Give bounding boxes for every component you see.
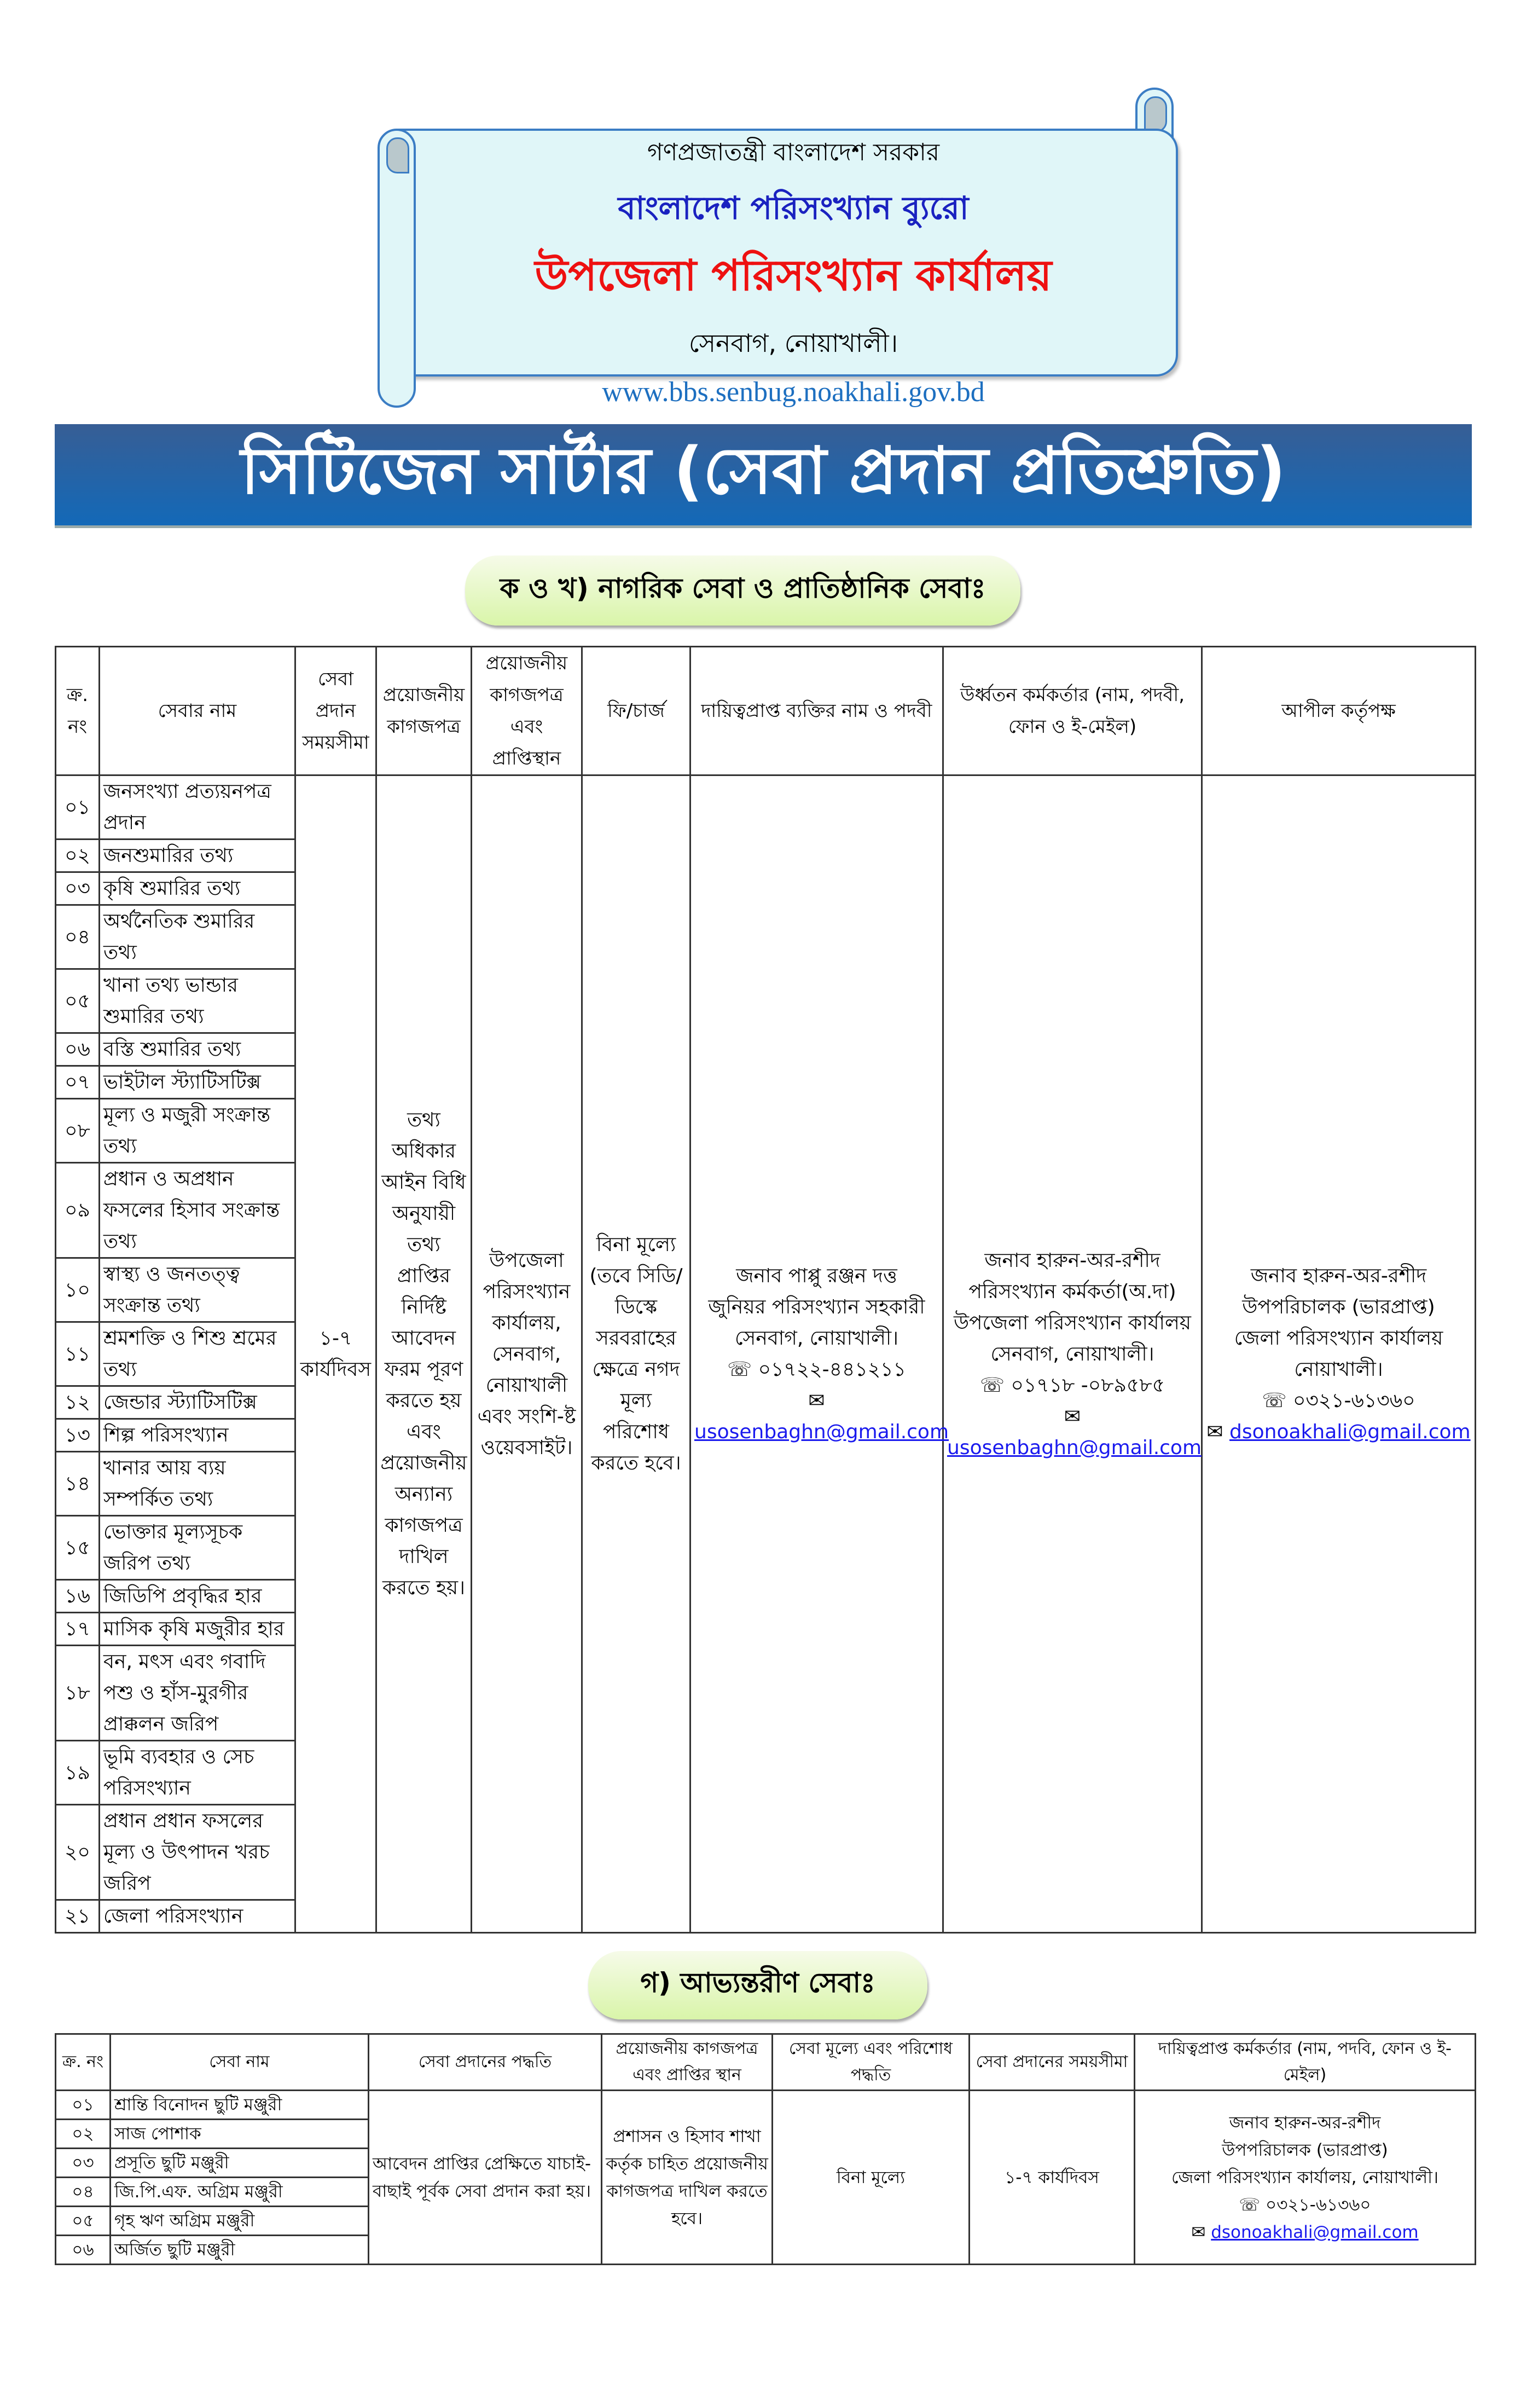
phone-number: ০৩২১-৬১৩৬০ (1266, 2195, 1371, 2215)
row-number: ০৭ (56, 1066, 100, 1099)
service-name: শিল্প পরিসংখ্যান (100, 1419, 295, 1452)
row-number: ১৭ (56, 1613, 100, 1646)
document-source: উপজেলা পরিসংখ্যান কার্যালয়, সেনবাগ, নোয়াখালী এবং সংশি-ষ্ট ওয়েবসাইট। (472, 775, 582, 1933)
email-link[interactable]: dsonoakhali@gmail.com (1211, 2222, 1419, 2242)
row-number: ০২ (56, 840, 100, 872)
service-name: প্রধান ও অপ্রধান ফসলের হিসাব সংক্রান্ত তথ্য (100, 1163, 295, 1258)
contact-designation: উপপরিচালক (ভারপ্রাপ্ত) (1222, 2140, 1388, 2160)
internal-services-table (55, 2033, 1476, 2265)
column-header: ক্র. নং (56, 647, 100, 775)
contact-phone (694, 1354, 939, 1385)
contact-address: সেনবাগ, নোয়াখালী। (990, 1342, 1154, 1365)
service-name: ভাইটাল স্ট্যাটিসটিক্স (100, 1066, 295, 1099)
service-name: কৃষি শুমারির তথ্য (100, 872, 295, 905)
service-name: জনশুমারির তথ্য (100, 840, 295, 872)
superior-officer (943, 775, 1202, 1933)
contact-office: জেলা পরিসংখ্যান কার্যালয়, নোয়াখালী। (1171, 2167, 1439, 2187)
service-name: ভোক্তার মূল্যসূচক জরিপ তথ্য (100, 1516, 295, 1580)
office-location: সেনবাগ, নোয়াখালী। (688, 328, 898, 358)
row-number: ০৩ (56, 872, 100, 905)
contact-name: জনাব পাপ্পু রঞ্জন দত্ত (736, 1265, 897, 1287)
table-header-row (56, 647, 1476, 775)
phone-number: ০১৭২২-৪৪১২১১ (758, 1358, 906, 1381)
service-name: শ্রান্তি বিনোদন ছুটি মঞ্জুরী (111, 2091, 369, 2120)
row-number: ২০ (56, 1805, 100, 1900)
column-header: সেবার নাম (100, 647, 295, 775)
service-name: জেন্ডার স্ট্যাটিসটিক্স (100, 1386, 295, 1419)
header (416, 131, 1171, 408)
row-number: ০৪ (56, 2178, 111, 2207)
table-row (56, 775, 1476, 840)
table-header-row (56, 2034, 1476, 2091)
row-number: ০৮ (56, 1099, 100, 1163)
service-name: শ্রমশক্তি ও শিশু শ্রমের তথ্য (100, 1322, 295, 1386)
row-number: ০৬ (56, 1033, 100, 1066)
service-name: মূল্য ও মজুরী সংক্রান্ত তথ্য (100, 1099, 295, 1163)
contact-address: সেনবাগ, নোয়াখালী। (734, 1327, 899, 1350)
row-number: ১২ (56, 1386, 100, 1419)
row-number: ০৩ (56, 2149, 111, 2178)
contact-office: জেলা পরিসংখ্যান কার্যালয় (1234, 1327, 1443, 1350)
required-documents: তথ্য অধিকার আইন বিধি অনুযায়ী তথ্য প্রাপ্তির নির্দিষ্ট আবেদন ফরম পূরণ করতে হয় এবং প্রয়োজনীয় অন্যান্য কাগজপত্র দাখিল করতে হয়। (376, 775, 472, 1933)
row-number: ০৫ (56, 2207, 111, 2236)
contact-email (1206, 1416, 1471, 1448)
contact-office: উপজেলা পরিসংখ্যান কার্যালয় (954, 1311, 1191, 1334)
column-header: ফি/চার্জ (582, 647, 690, 775)
contact-phone (1139, 2191, 1471, 2219)
contact-name: জনাব হারুন-অর-রশীদ (984, 1249, 1160, 1272)
row-number: ১৩ (56, 1419, 100, 1452)
service-name: খানা তথ্য ভান্ডার শুমারির তথ্য (100, 969, 295, 1033)
contact-email (1139, 2219, 1471, 2246)
mail-icon: ✉ (1064, 1405, 1081, 1428)
service-method: আবেদন প্রাপ্তির প্রেক্ষিতে যাচাই-বাছাই পূর্বক সেবা প্রদান করা হয়। (369, 2091, 602, 2265)
row-number: ০৯ (56, 1163, 100, 1258)
column-header: দায়িত্বপ্রাপ্ত কর্মকর্তার (নাম, পদবি, ফোন ও ই-মেইল) (1135, 2034, 1476, 2091)
row-number: ০১ (56, 2091, 111, 2120)
email-link[interactable]: usosenbaghn@gmail.com (694, 1421, 949, 1443)
service-name: বন, মৎস এবং গবাদি পশু ও হাঁস-মুরগীর প্রাক্কলন জরিপ (100, 1646, 295, 1741)
contact-designation: পরিসংখ্যান কর্মকর্তা(অ.দা) (968, 1280, 1176, 1303)
service-name: বস্তি শুমারির তথ্য (100, 1033, 295, 1066)
phone-icon: ☏ (1262, 1390, 1293, 1412)
service-name: গৃহ ঋণ অগ্রিম মঞ্জুরী (111, 2207, 369, 2236)
service-name: জেলা পরিসংখ্যান (100, 1900, 295, 1933)
section-heading-citizen-services: ক ও খ) নাগরিক সেবা ও প্রাতিষ্ঠানিক সেবাঃ (465, 555, 1020, 626)
email-link[interactable]: usosenbaghn@gmail.com (947, 1436, 1202, 1459)
contact-name: জনাব হারুন-অর-রশীদ (1229, 2112, 1381, 2133)
fee-charge: বিনা মূল্যে (773, 2091, 970, 2265)
column-header: প্রয়োজনীয় কাগজপত্র এবং প্রাপ্তির স্থান (602, 2034, 773, 2091)
row-number: ১১ (56, 1322, 100, 1386)
service-name: খানার আয় ব্যয় সম্পর্কিত তথ্য (100, 1452, 295, 1516)
service-name: প্রসূতি ছুটি মঞ্জুরী (111, 2149, 369, 2178)
contact-email (947, 1401, 1202, 1463)
service-name: প্রধান প্রধান ফসলের মূল্য ও উৎপাদন খরচ জরিপ (100, 1805, 295, 1900)
row-number: ১৪ (56, 1452, 100, 1516)
column-header: প্রয়োজনীয় কাগজপত্র এবং প্রাপ্তিস্থান (472, 647, 582, 775)
row-number: ২১ (56, 1900, 100, 1933)
service-name: জনসংখ্যা প্রত্যয়নপত্র প্রদান (100, 775, 295, 840)
column-header: সেবা মূল্যে এবং পরিশোধ পদ্ধতি (773, 2034, 970, 2091)
appeal-authority (1202, 775, 1476, 1933)
mail-icon: ✉ (808, 1390, 825, 1412)
row-number: ১৯ (56, 1741, 100, 1805)
citizen-services-table (55, 646, 1476, 1934)
row-number: ০২ (56, 2120, 111, 2149)
contact-email (694, 1385, 949, 1448)
phone-icon: ☏ (979, 1374, 1011, 1397)
column-header: ক্র. নং (56, 2034, 111, 2091)
row-number: ০৪ (56, 905, 100, 969)
website-link[interactable]: www.bbs.senbug.noakhali.gov.bd (602, 377, 985, 408)
contact-phone (947, 1370, 1198, 1401)
responsible-officer (1135, 2091, 1476, 2265)
column-header: উর্ধ্বতন কর্মকর্তার (নাম, পদবী, ফোন ও ই-মেইল) (943, 647, 1202, 775)
service-name: জি.পি.এফ. অগ্রিম মঞ্জুরী (111, 2178, 369, 2207)
column-header: আপীল কর্তৃপক্ষ (1202, 647, 1476, 775)
phone-number: ০১৭১৮ -০৮৯৫৮৫ (1011, 1374, 1165, 1397)
phone-number: ০৩২১-৬১৩৬০ (1292, 1390, 1415, 1412)
row-number: ১০ (56, 1258, 100, 1322)
contact-designation: উপপরিচালক (ভারপ্রাপ্ত) (1242, 1296, 1435, 1318)
row-number: ০৬ (56, 2236, 111, 2265)
bureau-name: বাংলাদেশ পরিসংখ্যান ব্যুরো (618, 189, 969, 227)
row-number: ১৮ (56, 1646, 100, 1741)
phone-icon: ☏ (1239, 2195, 1266, 2215)
mail-icon: ✉ (1191, 2222, 1211, 2242)
page-title: সিটিজেন সার্টার (সেবা প্রদান প্রতিশ্রুতি) (55, 424, 1472, 528)
scroll-decoration (378, 129, 416, 408)
service-name: ভূমি ব্যবহার ও সেচ পরিসংখ্যান (100, 1741, 295, 1805)
government-name: গণপ্রজাতন্ত্রী বাংলাদেশ সরকার (647, 138, 940, 166)
column-header: সেবা প্রদানের পদ্ধতি (369, 2034, 602, 2091)
row-number: ১৬ (56, 1580, 100, 1613)
contact-phone (1206, 1385, 1471, 1416)
column-header: সেবা প্রদানের সময়সীমা (970, 2034, 1135, 2091)
service-name: জিডিপি প্রবৃদ্ধির হার (100, 1580, 295, 1613)
time-limit: ১-৭ কার্যদিবস (295, 775, 376, 1933)
fee-charge: বিনা মূল্যে (তবে সিডি/ ডিস্কে সরবরাহের ক্ষেত্রে নগদ মূল্য পরিশোধ করতে হবে। (582, 775, 690, 1933)
row-number: ০১ (56, 775, 100, 840)
service-name: অর্থনৈতিক শুমারির তথ্য (100, 905, 295, 969)
required-documents: প্রশাসন ও হিসাব শাখা কর্তৃক চাহিত প্রয়োজনীয় কাগজপত্র দাখিল করতে হবে। (602, 2091, 773, 2265)
email-link[interactable]: dsonoakhali@gmail.com (1229, 1421, 1471, 1443)
service-name: অর্জিত ছুটি মঞ্জুরী (111, 2236, 369, 2265)
service-name: স্বাস্থ্য ও জনতত্ত্ব সংক্রান্ত তথ্য (100, 1258, 295, 1322)
contact-designation: জুনিয়র পরিসংখ্যান সহকারী (708, 1296, 925, 1318)
row-number: ১৫ (56, 1516, 100, 1580)
column-header: সেবা নাম (111, 2034, 369, 2091)
contact-address: নোয়াখালী। (1294, 1358, 1383, 1381)
column-header: প্রয়োজনীয় কাগজপত্র (376, 647, 472, 775)
section-heading-internal-services: গ) আভ্যন্তরীণ সেবাঃ (588, 1951, 927, 2019)
office-name: উপজেলা পরিসংখ্যান কার্যালয় (535, 251, 1052, 300)
time-limit: ১-৭ কার্যদিবস (970, 2091, 1135, 2265)
row-number: ০৫ (56, 969, 100, 1033)
mail-icon: ✉ (1206, 1421, 1230, 1443)
service-name: সাজ পোশাক (111, 2120, 369, 2149)
column-header: সেবা প্রদান সময়সীমা (295, 647, 376, 775)
contact-name: জনাব হারুন-অর-রশীদ (1250, 1265, 1427, 1287)
column-header: দায়িত্বপ্রাপ্ত ব্যক্তির নাম ও পদবী (690, 647, 943, 775)
responsible-officer (690, 775, 949, 1933)
service-name: মাসিক কৃষি মজুরীর হার (100, 1613, 295, 1646)
table-row (56, 2091, 1476, 2120)
phone-icon: ☏ (727, 1358, 758, 1381)
